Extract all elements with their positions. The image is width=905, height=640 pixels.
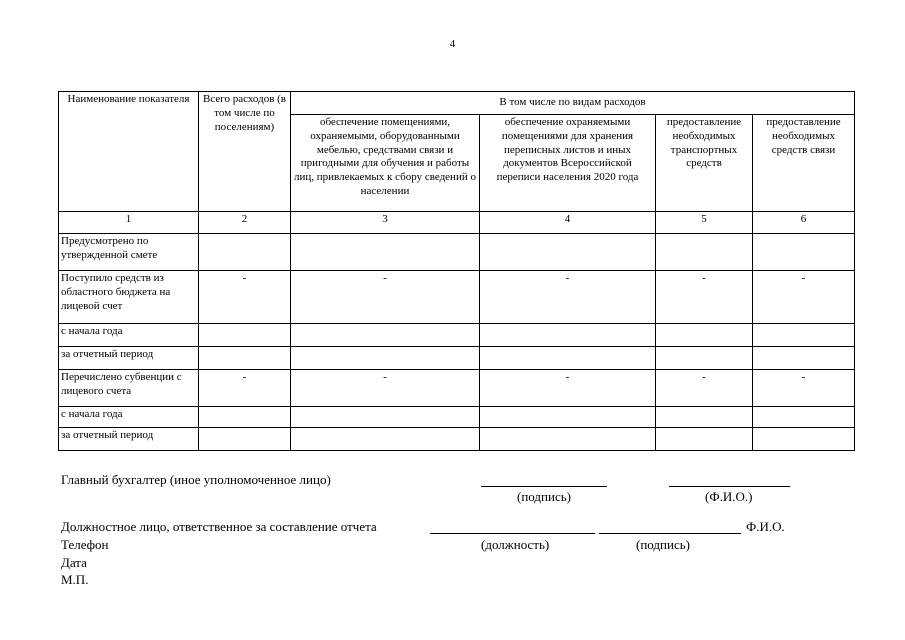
table-cell	[199, 347, 291, 370]
row-label: с начала года	[59, 407, 199, 428]
phone-label: Телефон	[61, 537, 109, 552]
column-number: 2	[199, 212, 291, 234]
row-label: Перечислено субвенции с лицевого счета	[59, 370, 199, 407]
row-label: Поступило средств из областного бюджета на лицевой счет	[59, 271, 199, 324]
table-cell	[753, 234, 855, 271]
table-cell	[480, 324, 656, 347]
row-label: за отчетный период	[59, 428, 199, 451]
responsible-official-label: Должностное лицо, ответственное за составление отчета	[61, 519, 377, 534]
table-cell	[199, 428, 291, 451]
table-cell: -	[199, 370, 291, 407]
table-cell	[480, 428, 656, 451]
row-label: с начала года	[59, 324, 199, 347]
table-cell: -	[656, 271, 753, 324]
header-premises-storage: обеспечение охраняемыми помещениями для хранения переписных листов и иных документов Всероссийской переписи населения 2020 года	[480, 115, 656, 212]
table-cell	[291, 324, 480, 347]
table-cell	[753, 428, 855, 451]
signature-caption: (подпись)	[517, 489, 571, 504]
table-cell	[753, 407, 855, 428]
name-caption: (Ф.И.О.)	[705, 489, 753, 504]
table-row	[59, 271, 855, 324]
position-line	[430, 533, 595, 534]
table-cell: -	[480, 271, 656, 324]
header-expense-types-group: В том числе по видам расходов	[291, 92, 855, 115]
table-row	[59, 370, 855, 407]
table-cell: -	[656, 370, 753, 407]
table-cell	[656, 407, 753, 428]
table-cell	[753, 347, 855, 370]
table-cell	[480, 407, 656, 428]
chief-accountant-name-line	[669, 486, 790, 487]
table-row	[59, 347, 855, 370]
table-cell	[291, 428, 480, 451]
table-cell	[480, 234, 656, 271]
column-number: 3	[291, 212, 480, 234]
table-cell: -	[753, 271, 855, 324]
row-label: за отчетный период	[59, 347, 199, 370]
column-number: 1	[59, 212, 199, 234]
table-cell	[291, 407, 480, 428]
official-signature-line	[599, 533, 741, 534]
header-total-expenses: Всего расходов (в том числе по поселениям)	[199, 92, 291, 212]
table-cell	[753, 324, 855, 347]
header-transport: предоставление необходимых транспортных средств	[656, 115, 753, 212]
row-label: Предусмотрено по утвержденной смете	[59, 234, 199, 271]
table-cell	[199, 324, 291, 347]
table-cell	[656, 428, 753, 451]
column-number: 6	[753, 212, 855, 234]
chief-accountant-signature-line	[481, 486, 607, 487]
date-label: Дата	[61, 555, 87, 570]
table-row	[59, 234, 855, 271]
header-communication: предоставление необходимых средств связи	[753, 115, 855, 212]
column-number-row	[59, 212, 855, 234]
table-cell	[291, 234, 480, 271]
position-caption: (должность)	[481, 537, 550, 552]
table-cell	[656, 347, 753, 370]
table-cell: -	[291, 271, 480, 324]
chief-accountant-label: Главный бухгалтер (иное уполномоченное лицо)	[61, 472, 331, 487]
table-cell	[199, 407, 291, 428]
page-number: 4	[449, 38, 456, 50]
table-row	[59, 428, 855, 451]
seal-label: М.П.	[61, 572, 89, 587]
column-number: 5	[656, 212, 753, 234]
column-number: 4	[480, 212, 656, 234]
expense-report-table	[58, 91, 855, 451]
table-cell: -	[753, 370, 855, 407]
table-cell: -	[199, 271, 291, 324]
fio-label: Ф.И.О.	[746, 519, 785, 534]
table-cell	[291, 347, 480, 370]
table-cell	[480, 347, 656, 370]
table-cell: -	[291, 370, 480, 407]
header-premises-equipped: обеспечение помещениями, охраняемыми, оборудованными мебелью, средствами связи и пригодными для обучения и работы лиц, привлекаемых к сбору сведений о населении	[291, 115, 480, 212]
table-cell: -	[480, 370, 656, 407]
table-cell	[656, 234, 753, 271]
signature-caption: (подпись)	[636, 537, 690, 552]
table-row	[59, 324, 855, 347]
table-cell	[656, 324, 753, 347]
table-cell	[199, 234, 291, 271]
header-indicator-name: Наименование показателя	[59, 92, 199, 212]
table-row	[59, 407, 855, 428]
